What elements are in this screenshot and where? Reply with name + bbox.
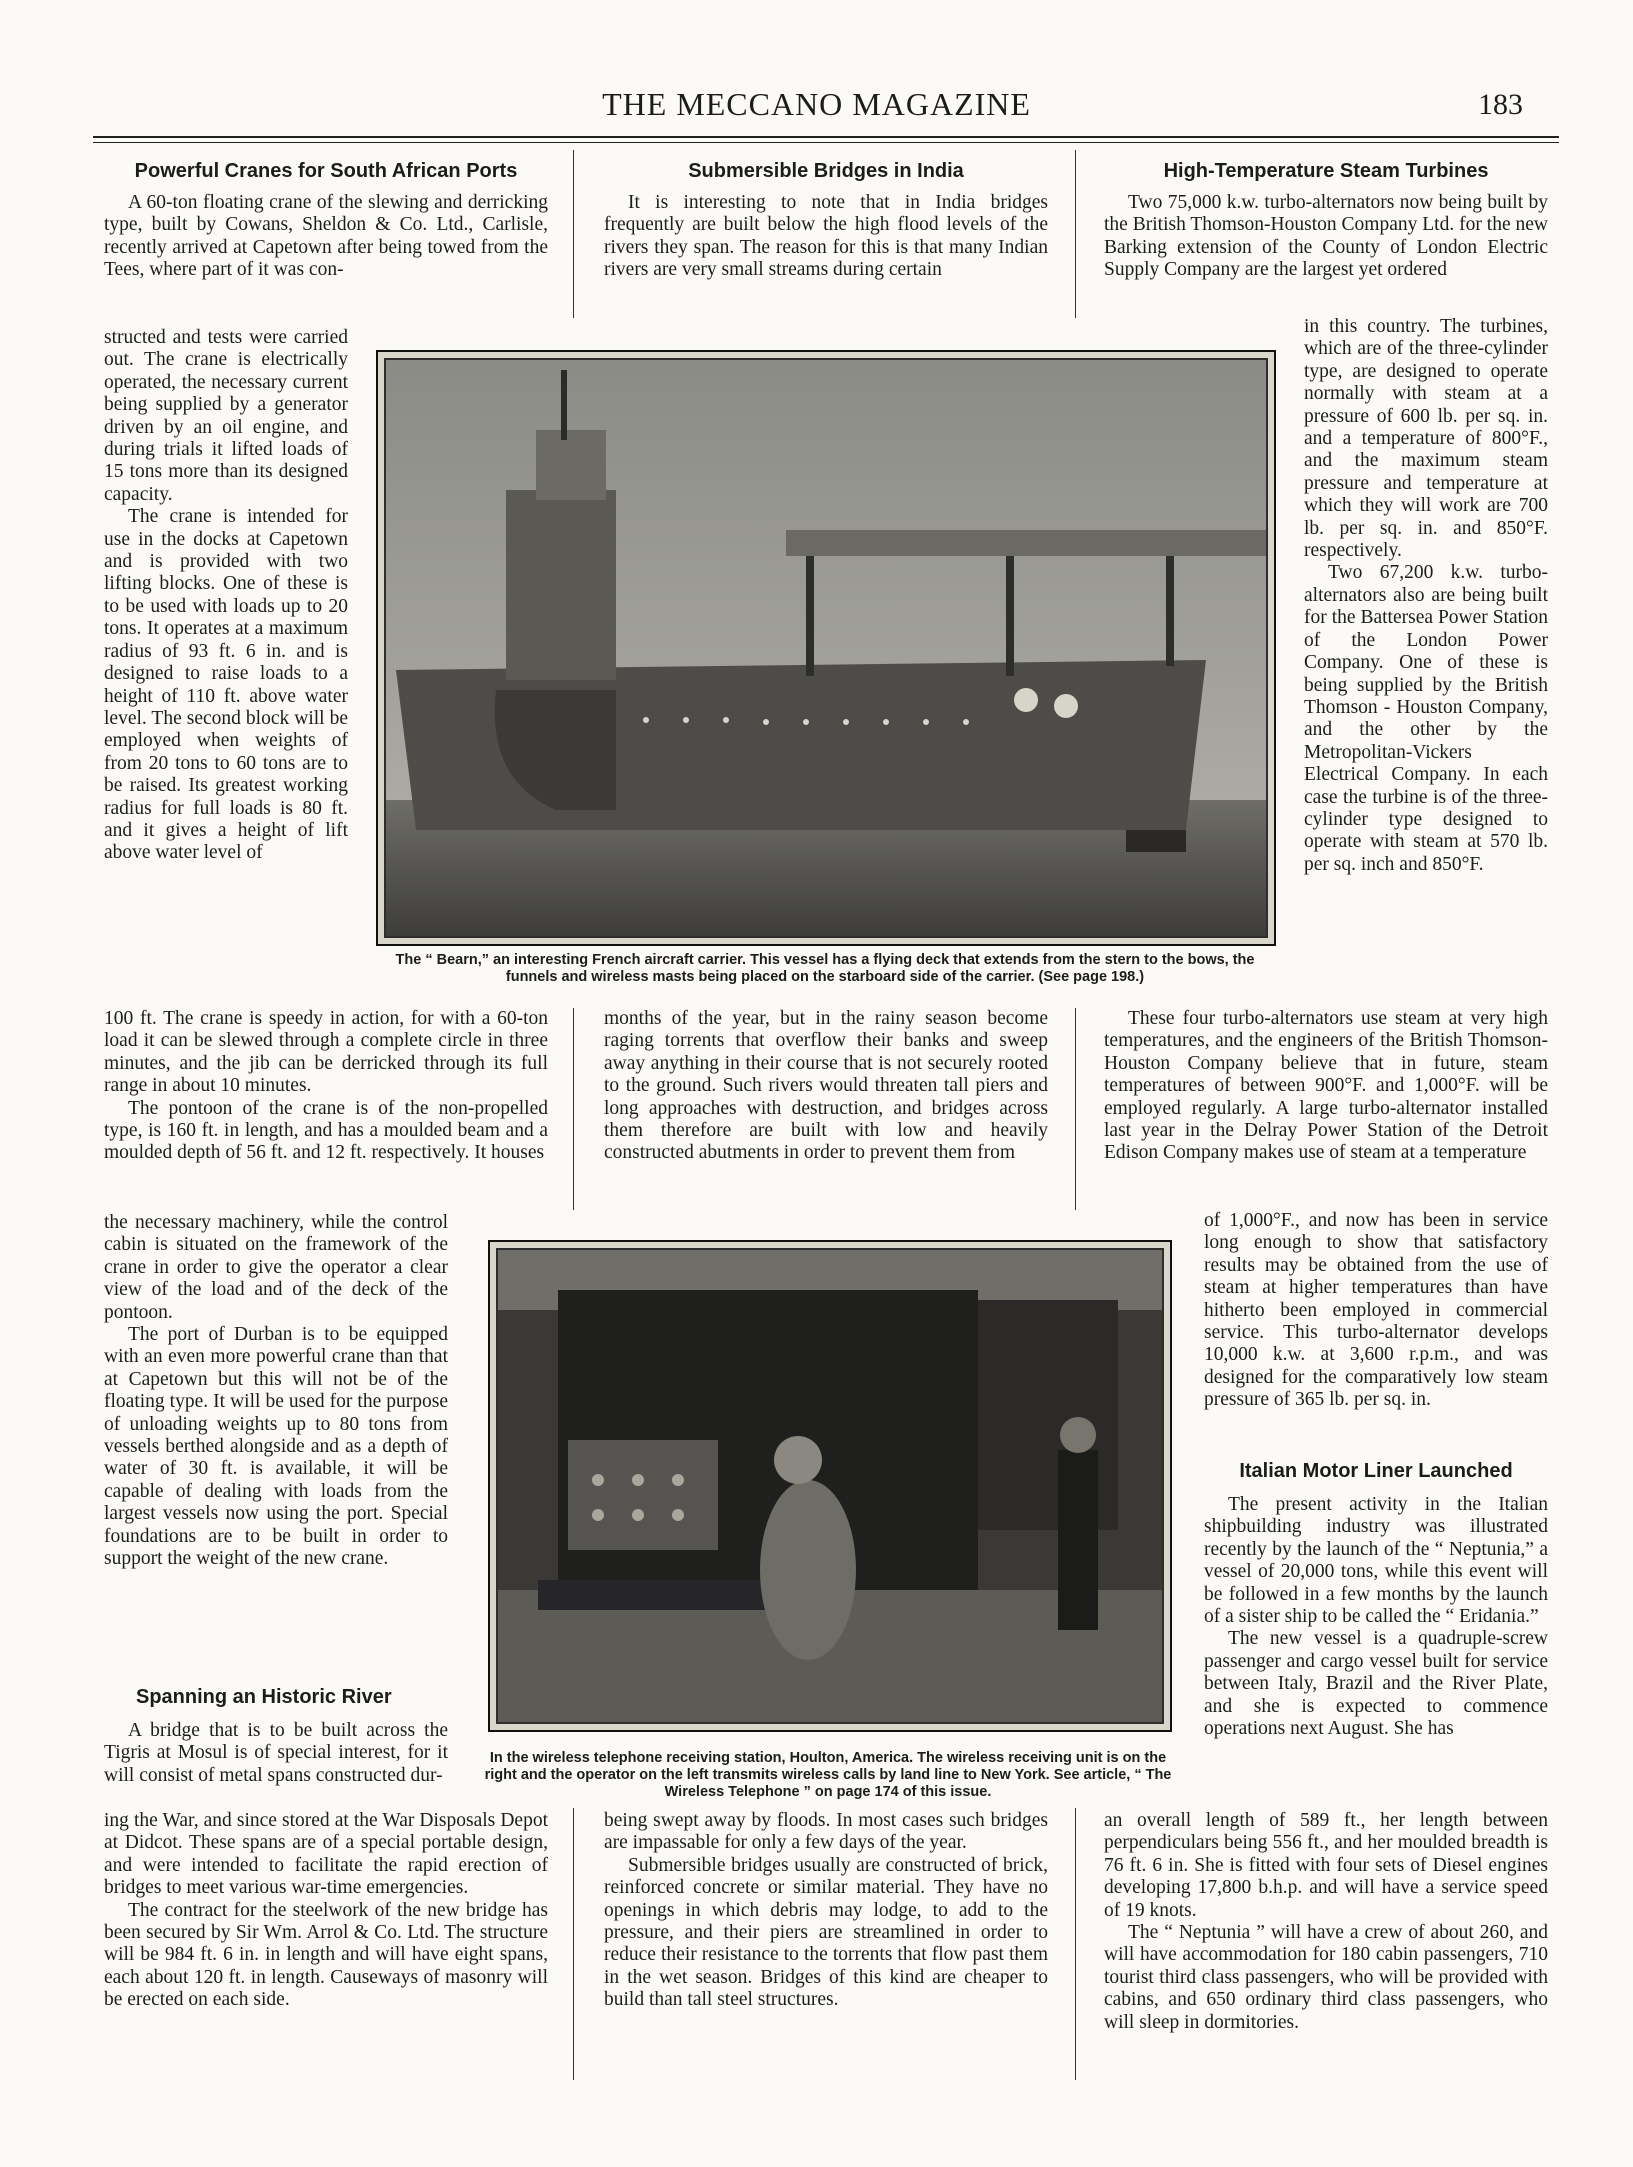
- liner-text: The “ Neptunia ” will have a crew of about 260, and will have accommodation for 180 cabin passengers, 710 tourist third class passengers, who will be provided with cabins, and 650 ordinary third class passengers, who will sleep in dormitories.: [1104, 1922, 1548, 2033]
- magazine-title: THE MECCANO MAGAZINE: [602, 86, 1031, 122]
- wireless-caption: In the wireless telephone receiving station, Houlton, America. The wireless receiving unit is on the right and the operator on the left transmits wireless calls by land line to New York. See article, “ The Wireless Telephone ” on page 174 of this issue.: [484, 1750, 1172, 1800]
- cranes-text: 100 ft. The crane is speedy in action, for with a 60-ton load it can be slewed through a complete circle in three minutes, and the jib can be derricked through its full range in about 10 minutes.: [104, 1008, 548, 1097]
- turbines-text: in this country. The turbines, which are of the three-cylinder type, are designed to operate normally with steam at a pressure of 600 lb. per sq. in. and a temperature of 800°F., and the maximum steam pressure and temperature at which they will work are 700 lb. per sq. in. and 850°F. respectively.: [1304, 316, 1548, 562]
- cranes-text: The port of Durban is to be equipped with an even more powerful crane than that at Capetown but this will not be of the floating type. It will be used for the purpose of unloading weights up to 80 tons from vessels berthed alongside and as a depth of water of 30 ft. is available, it will be capable of dealing with loads from the largest vessels now using the port. Special foundations are to be built in order to support the weight of the new crane.: [104, 1324, 448, 1570]
- column-divider: [1075, 1808, 1076, 2080]
- liner-text: The new vessel is a quadruple-screw passenger and cargo vessel built for service between Italy, Brazil and the River Plate, and she is expected to commence operations next August. She has: [1204, 1628, 1548, 1740]
- turbines-text: of 1,000°F., and now has been in service long enough to show that satisfactory results may be obtained from the use of steam at higher temperatures than have hitherto been employed in commercial service. This turbo-alternator develops 10,000 k.w. at 3,600 r.p.m., and was designed for the comparatively low steam pressure of 365 lb. per sq. in.: [1204, 1210, 1548, 1411]
- turbines-text: These four turbo-alternators use steam at very high temperatures, and the engineers of the British Thomson-Houston Company believe that in future, steam temperatures of between 900°F. and 1,000°F. will be employed regularly. A large turbo-alternator installed last year in the Delray Power Station of the Detroit Edison Company makes use of steam at a temperature: [1104, 1008, 1548, 1164]
- liner-text: an overall length of 589 ft., her length between perpendiculars being 556 ft., and her moulded breadth is 76 ft. 6 in. She is fitted with four sets of Diesel engines developing 17,800 b.h.p. and will have a service speed of 19 knots.: [1104, 1810, 1548, 1921]
- turbines-narrow-block: [1304, 316, 1548, 876]
- river-text: The contract for the steelwork of the new bridge has been secured by Sir Wm. Arrol & Co. Ltd. The structure will be 984 ft. 6 in. in length and will have eight spans, each about 120 ft. in length. Causeways of masonry will be erected on each side.: [104, 1899, 548, 2011]
- cranes-text: the necessary machinery, while the control cabin is situated on the framework of the crane in order to give the operator a clear view of the load and of the deck of the pontoon.: [104, 1212, 448, 1323]
- article-heading-bridges: Submersible Bridges in India: [688, 160, 964, 182]
- liner-text: The present activity in the Italian shipbuilding industry was illustrated recently by the launch of the “ Neptunia,” a vessel of 20,000 tons, while this event will be followed in a few months by the launch of a sister ship to be called the “ Eridania.”: [1204, 1494, 1548, 1628]
- ship-illustration: [386, 360, 1266, 936]
- carrier-caption: The “ Bearn,” an interesting French aircraft carrier. This vessel has a flying deck that extends from the stern to the bows, the funnels and wireless masts being placed on the starboard side of the carrier. (See page 198.): [395, 952, 1255, 985]
- river-text: ing the War, and since stored at the War Disposals Depot at Didcot. These spans are of a special portable design, and were intended to facilitate the rapid erection of bridges to meet various war-time emergencies.: [104, 1810, 548, 1899]
- cranes-text: A 60-ton floating crane of the slewing and derricking type, built by Cowans, Sheldon & Co. Ltd., Carlisle, recently arrived at Capetown after being towed from the Tees, where part of it was con-: [104, 192, 548, 281]
- aircraft-carrier-photo: [376, 350, 1276, 946]
- bridges-text: It is interesting to note that in India bridges frequently are built below the high flood levels of the rivers they span. The reason for this is that many Indian rivers are very small streams during certain: [604, 192, 1048, 281]
- article-heading-turbines: High-Temperature Steam Turbines: [1163, 160, 1489, 182]
- turbines-top-block: [1104, 192, 1548, 282]
- article-heading-cranes: Powerful Cranes for South African Ports: [134, 160, 518, 182]
- column-divider: [573, 1008, 574, 1210]
- bridges-text: Submersible bridges usually are constructed of brick, reinforced concrete or similar material. They have no openings in which debris may lodge, to add to the pressure, and their piers are streamlined in order to reduce their resistance to the torrents that flow past them in the wet season. Bridges of this kind are cheaper to build than tall steel structures.: [604, 1854, 1048, 2011]
- turbines-full-block: [1104, 1008, 1548, 1165]
- article-heading-river: Spanning an Historic River: [136, 1686, 392, 1708]
- page-number: 183: [1478, 88, 1523, 121]
- column-divider: [573, 150, 574, 318]
- liner-narrow-block: [1204, 1494, 1548, 1740]
- header-rule: [93, 136, 1559, 138]
- bridges-text: being swept away by floods. In most cases such bridges are impassable for only a few days of the year.: [604, 1810, 1048, 1854]
- turbines-narrow-block-2: [1204, 1210, 1548, 1412]
- cranes-text: The pontoon of the crane is of the non-propelled type, is 160 ft. in length, and has a moulded beam and a moulded depth of 56 ft. and 12 ft. respectively. It houses: [104, 1097, 548, 1164]
- river-narrow-block: [104, 1720, 448, 1787]
- bridges-text: months of the year, but in the rainy season become raging torrents that overflow their banks and sweep away anything in their course that is not securely rooted to the ground. Such rivers would threaten tall piers and long approaches with destruction, and bridges across them therefore are built with low and heavily constructed abutments in order to prevent them from: [604, 1008, 1048, 1164]
- column-divider: [573, 1808, 574, 2080]
- column-divider: [1075, 150, 1076, 318]
- cranes-mid-block: [104, 1212, 448, 1571]
- article-heading-liner: Italian Motor Liner Launched: [1239, 1460, 1513, 1482]
- cranes-paragraph: [104, 192, 548, 282]
- cranes-full-block: [104, 1008, 548, 1165]
- bridges-top-block: [604, 192, 1048, 282]
- wireless-illustration: [498, 1250, 1162, 1722]
- bridges-mid-block: [604, 1008, 1048, 1165]
- cranes-narrow-block: [104, 327, 348, 865]
- header-rule-thin: [93, 142, 1559, 143]
- bridges-bottom-block: [604, 1810, 1048, 2012]
- turbines-text: Two 75,000 k.w. turbo-alternators now being built by the British Thomson-Houston Company Ltd. for the new Barking extension of the County of London Electric Supply Company are the largest yet ordered: [1104, 192, 1548, 281]
- turbines-text: Two 67,200 k.w. turbo-alternators also are being built for the Battersea Power Station of the London Power Company. One of these is being supplied by the British Thomson - Houston Company, and the other by the Metropolitan-Vickers Electrical Company. In each case the turbine is of the three-cylinder type designed to operate with steam at 570 lb. per sq. inch and 850°F.: [1304, 562, 1548, 875]
- river-full-block: [104, 1810, 548, 2012]
- column-divider: [1075, 1008, 1076, 1210]
- liner-full-block: [1104, 1810, 1548, 2034]
- wireless-station-photo: [488, 1240, 1172, 1732]
- cranes-text: The crane is intended for use in the docks at Capetown and is provided with two lifting blocks. One of these is to be used with loads up to 20 tons. It operates at a maximum radius of 93 ft. 6 in. and is designed to raise loads to a height of 110 ft. above water level. The second block will be employed when weights of from 20 tons to 60 tons are to be raised. Its greatest working radius for full loads is 80 ft. and it gives a height of lift above water level of: [104, 506, 348, 864]
- cranes-text: structed and tests were carried out. The crane is electrically operated, the necessary current being supplied by a generator driven by an oil engine, and during trials it lifted loads of 15 tons more than its designed capacity.: [104, 327, 348, 505]
- river-text: A bridge that is to be built across the Tigris at Mosul is of special interest, for it will consist of metal spans constructed dur-: [104, 1720, 448, 1786]
